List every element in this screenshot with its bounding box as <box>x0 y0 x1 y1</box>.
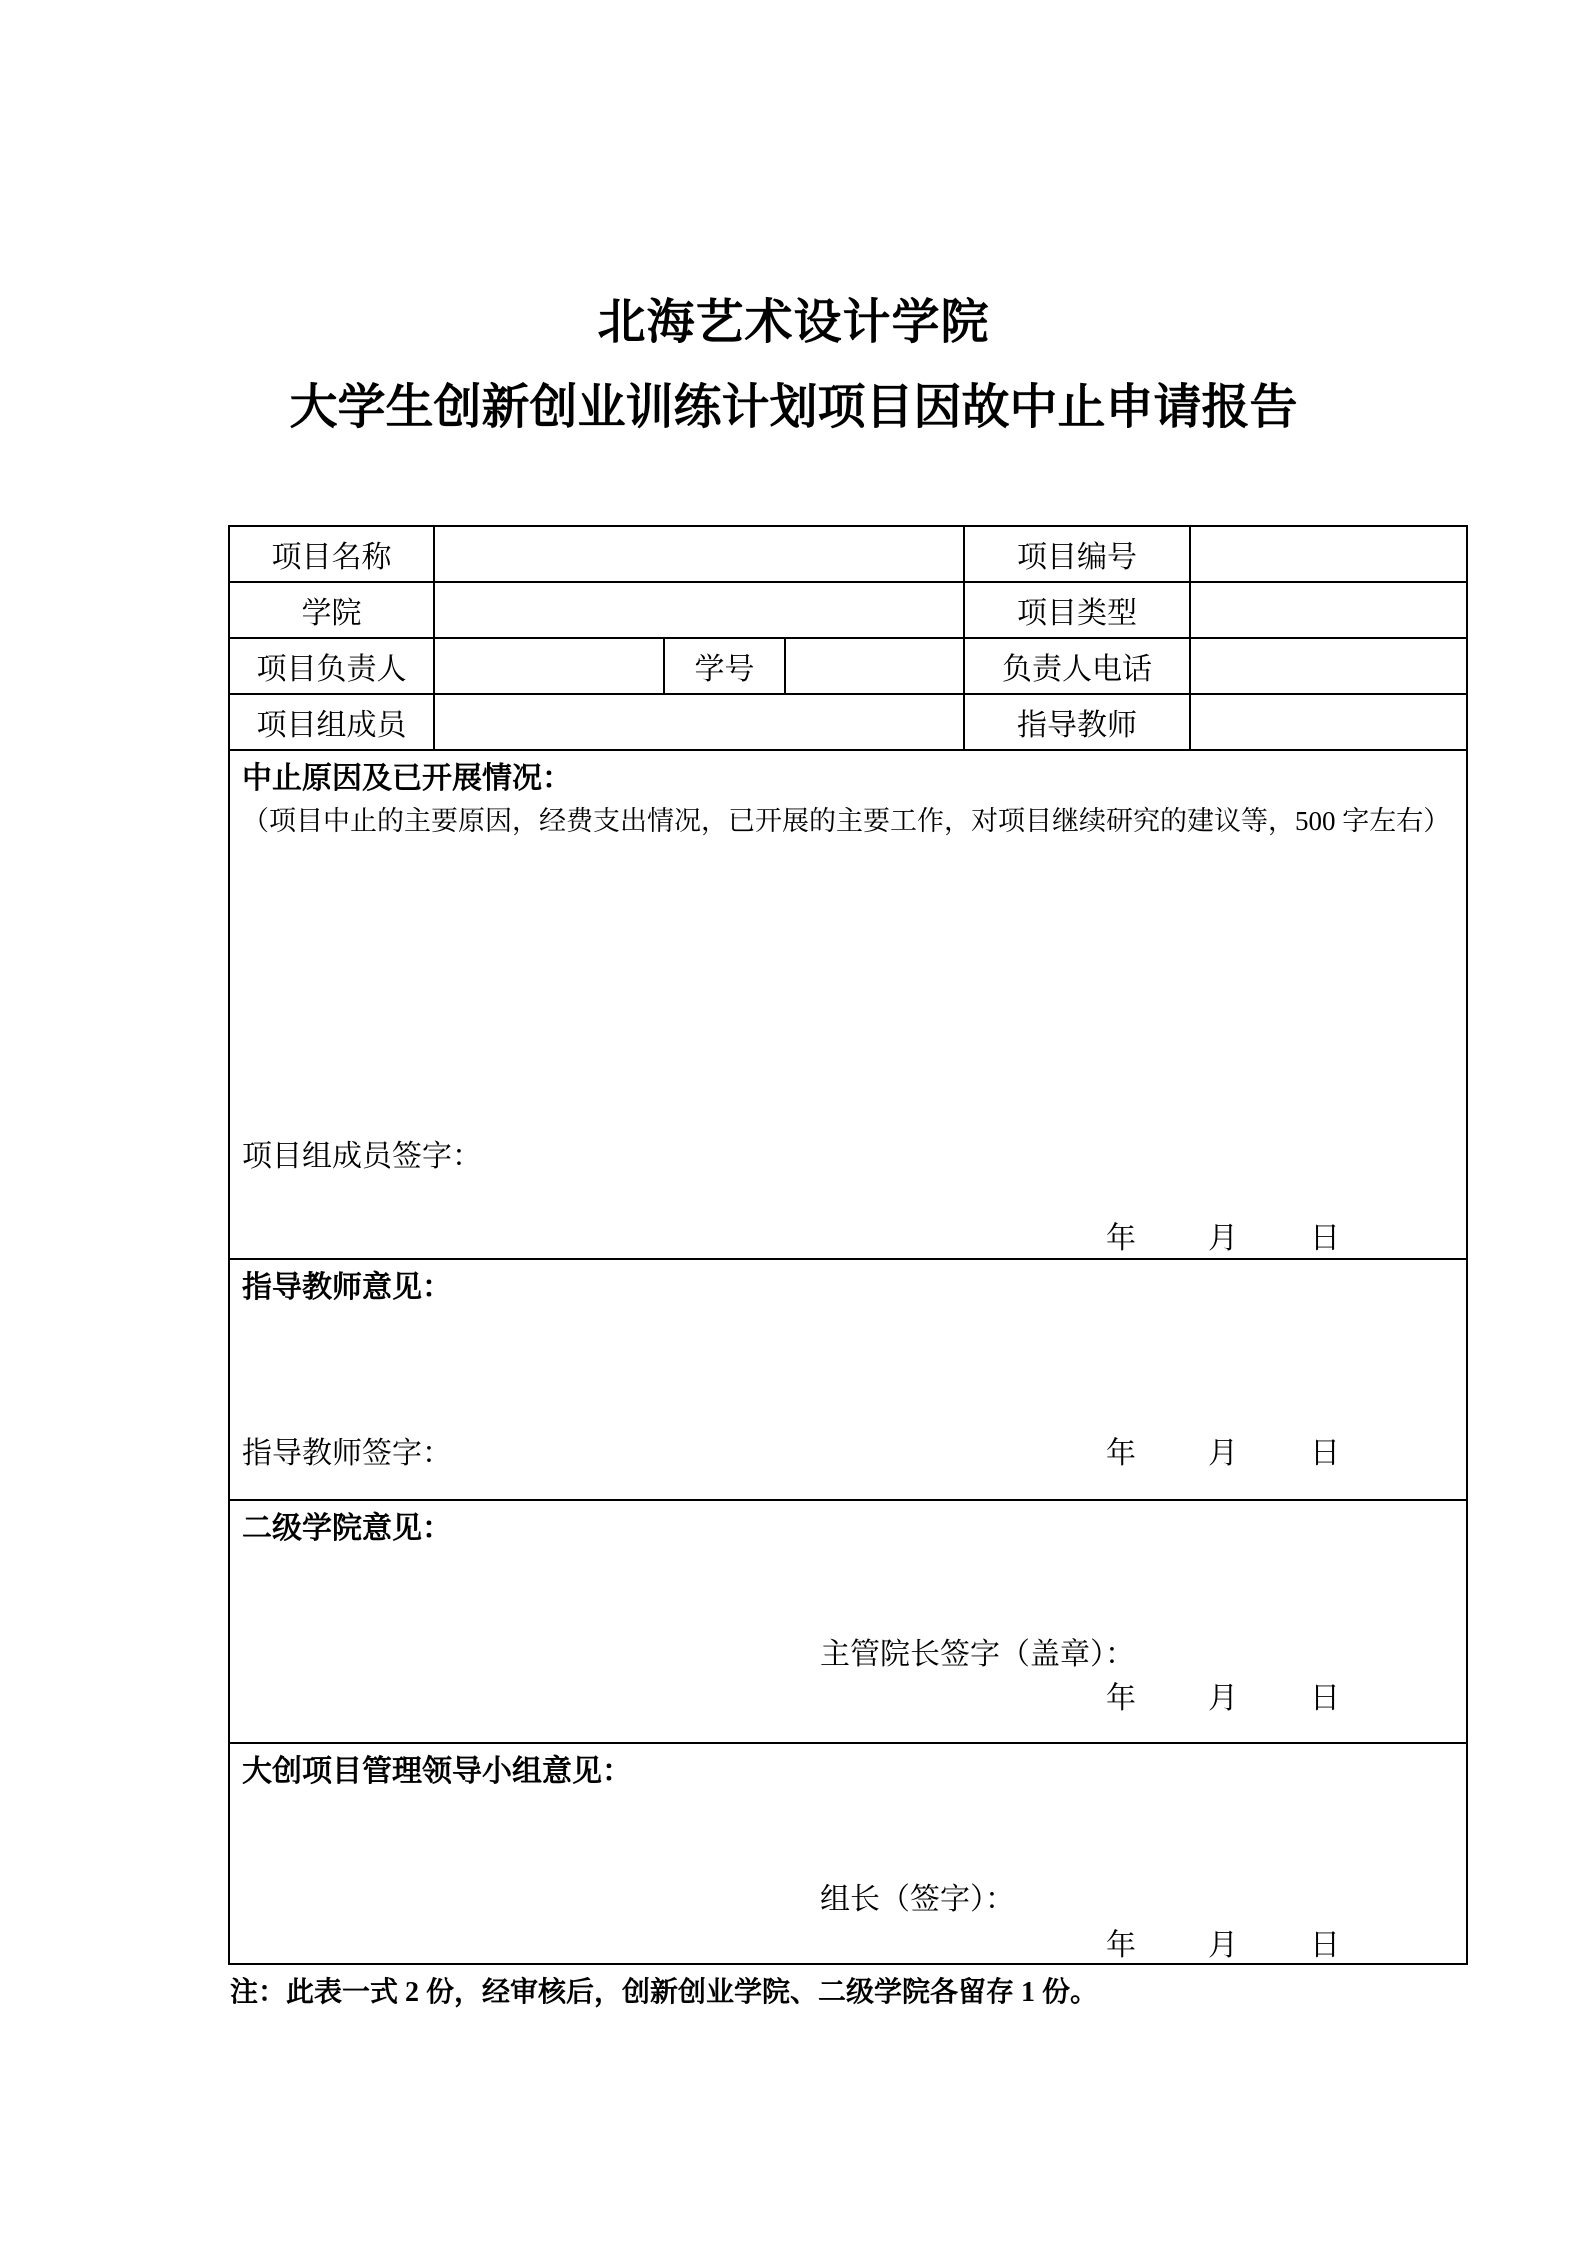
student-id-field[interactable] <box>785 638 964 694</box>
month-label: 月 <box>1208 1929 1239 1962</box>
project-leader-label: 项目负责人 <box>229 638 434 694</box>
student-id-label: 学号 <box>664 638 785 694</box>
team-members-label: 项目组成员 <box>229 694 434 750</box>
project-name-field[interactable] <box>434 526 964 582</box>
termination-reason-hint: （项目中止的主要原因，经费支出情况，已开展的主要工作，对项目继续研究的建议等，500 字左右） <box>242 806 1451 836</box>
project-code-label: 项目编号 <box>964 526 1190 582</box>
advisor-field[interactable] <box>1190 694 1467 750</box>
section-leadership-opinion <box>229 1743 1467 1964</box>
document-subtitle: 大学生创新创业训练计划项目因故中止申请报告 <box>289 381 1298 434</box>
year-label: 年 <box>1106 1222 1137 1255</box>
row-college <box>229 582 1467 638</box>
row-project-name <box>229 526 1467 582</box>
leadership-opinion-input-area[interactable] <box>232 1799 1464 1854</box>
project-type-field[interactable] <box>1190 582 1467 638</box>
leadership-opinion-heading: 大创项目管理领导小组意见： <box>242 1755 632 1788</box>
day-label: 日 <box>1310 1682 1341 1715</box>
document-title: 北海艺术设计学院 <box>597 296 990 349</box>
year-label: 年 <box>1106 1682 1137 1715</box>
date-line <box>1106 1213 1340 1257</box>
row-team-members <box>229 694 1467 750</box>
date-line <box>1106 1428 1340 1472</box>
month-label: 月 <box>1208 1682 1239 1715</box>
college-opinion-input-area[interactable] <box>232 1556 1464 1616</box>
group-leader-signature-label: 组长（签字）： <box>820 1883 1015 1916</box>
year-label: 年 <box>1106 1929 1137 1962</box>
section-termination-reason <box>229 750 1467 1259</box>
advisor-opinion-heading: 指导教师意见： <box>242 1271 452 1304</box>
termination-reason-input-area[interactable] <box>232 851 1464 1121</box>
day-label: 日 <box>1310 1222 1341 1255</box>
copies-note: 注：此表一式 2 份，经审核后，创新创业学院、二级学院各留存 1 份。 <box>230 1977 1099 2008</box>
team-members-field[interactable] <box>434 694 964 750</box>
row-project-leader <box>229 638 1467 694</box>
month-label: 月 <box>1208 1437 1239 1470</box>
advisor-signature-label: 指导教师签字： <box>242 1437 452 1470</box>
month-label: 月 <box>1208 1222 1239 1255</box>
leader-phone-label: 负责人电话 <box>964 638 1190 694</box>
date-line <box>1106 1673 1340 1717</box>
year-label: 年 <box>1106 1437 1137 1470</box>
project-name-label: 项目名称 <box>229 526 434 582</box>
date-line <box>1106 1920 1340 1964</box>
college-label: 学院 <box>229 582 434 638</box>
advisor-label: 指导教师 <box>964 694 1190 750</box>
day-label: 日 <box>1310 1929 1341 1962</box>
project-code-field[interactable] <box>1190 526 1467 582</box>
day-label: 日 <box>1310 1437 1341 1470</box>
termination-reason-heading: 中止原因及已开展情况： <box>242 762 572 795</box>
college-field[interactable] <box>434 582 964 638</box>
dean-signature-label: 主管院长签字（盖章）： <box>820 1638 1135 1671</box>
college-opinion-heading: 二级学院意见： <box>242 1512 452 1545</box>
leader-phone-field[interactable] <box>1190 638 1467 694</box>
team-members-signature-label: 项目组成员签字： <box>242 1140 482 1173</box>
project-leader-field[interactable] <box>434 638 664 694</box>
section-college-opinion <box>229 1500 1467 1743</box>
section-advisor-opinion <box>229 1259 1467 1500</box>
advisor-opinion-input-area[interactable] <box>232 1315 1464 1415</box>
project-type-label: 项目类型 <box>964 582 1190 638</box>
application-form-table <box>228 525 1468 1965</box>
